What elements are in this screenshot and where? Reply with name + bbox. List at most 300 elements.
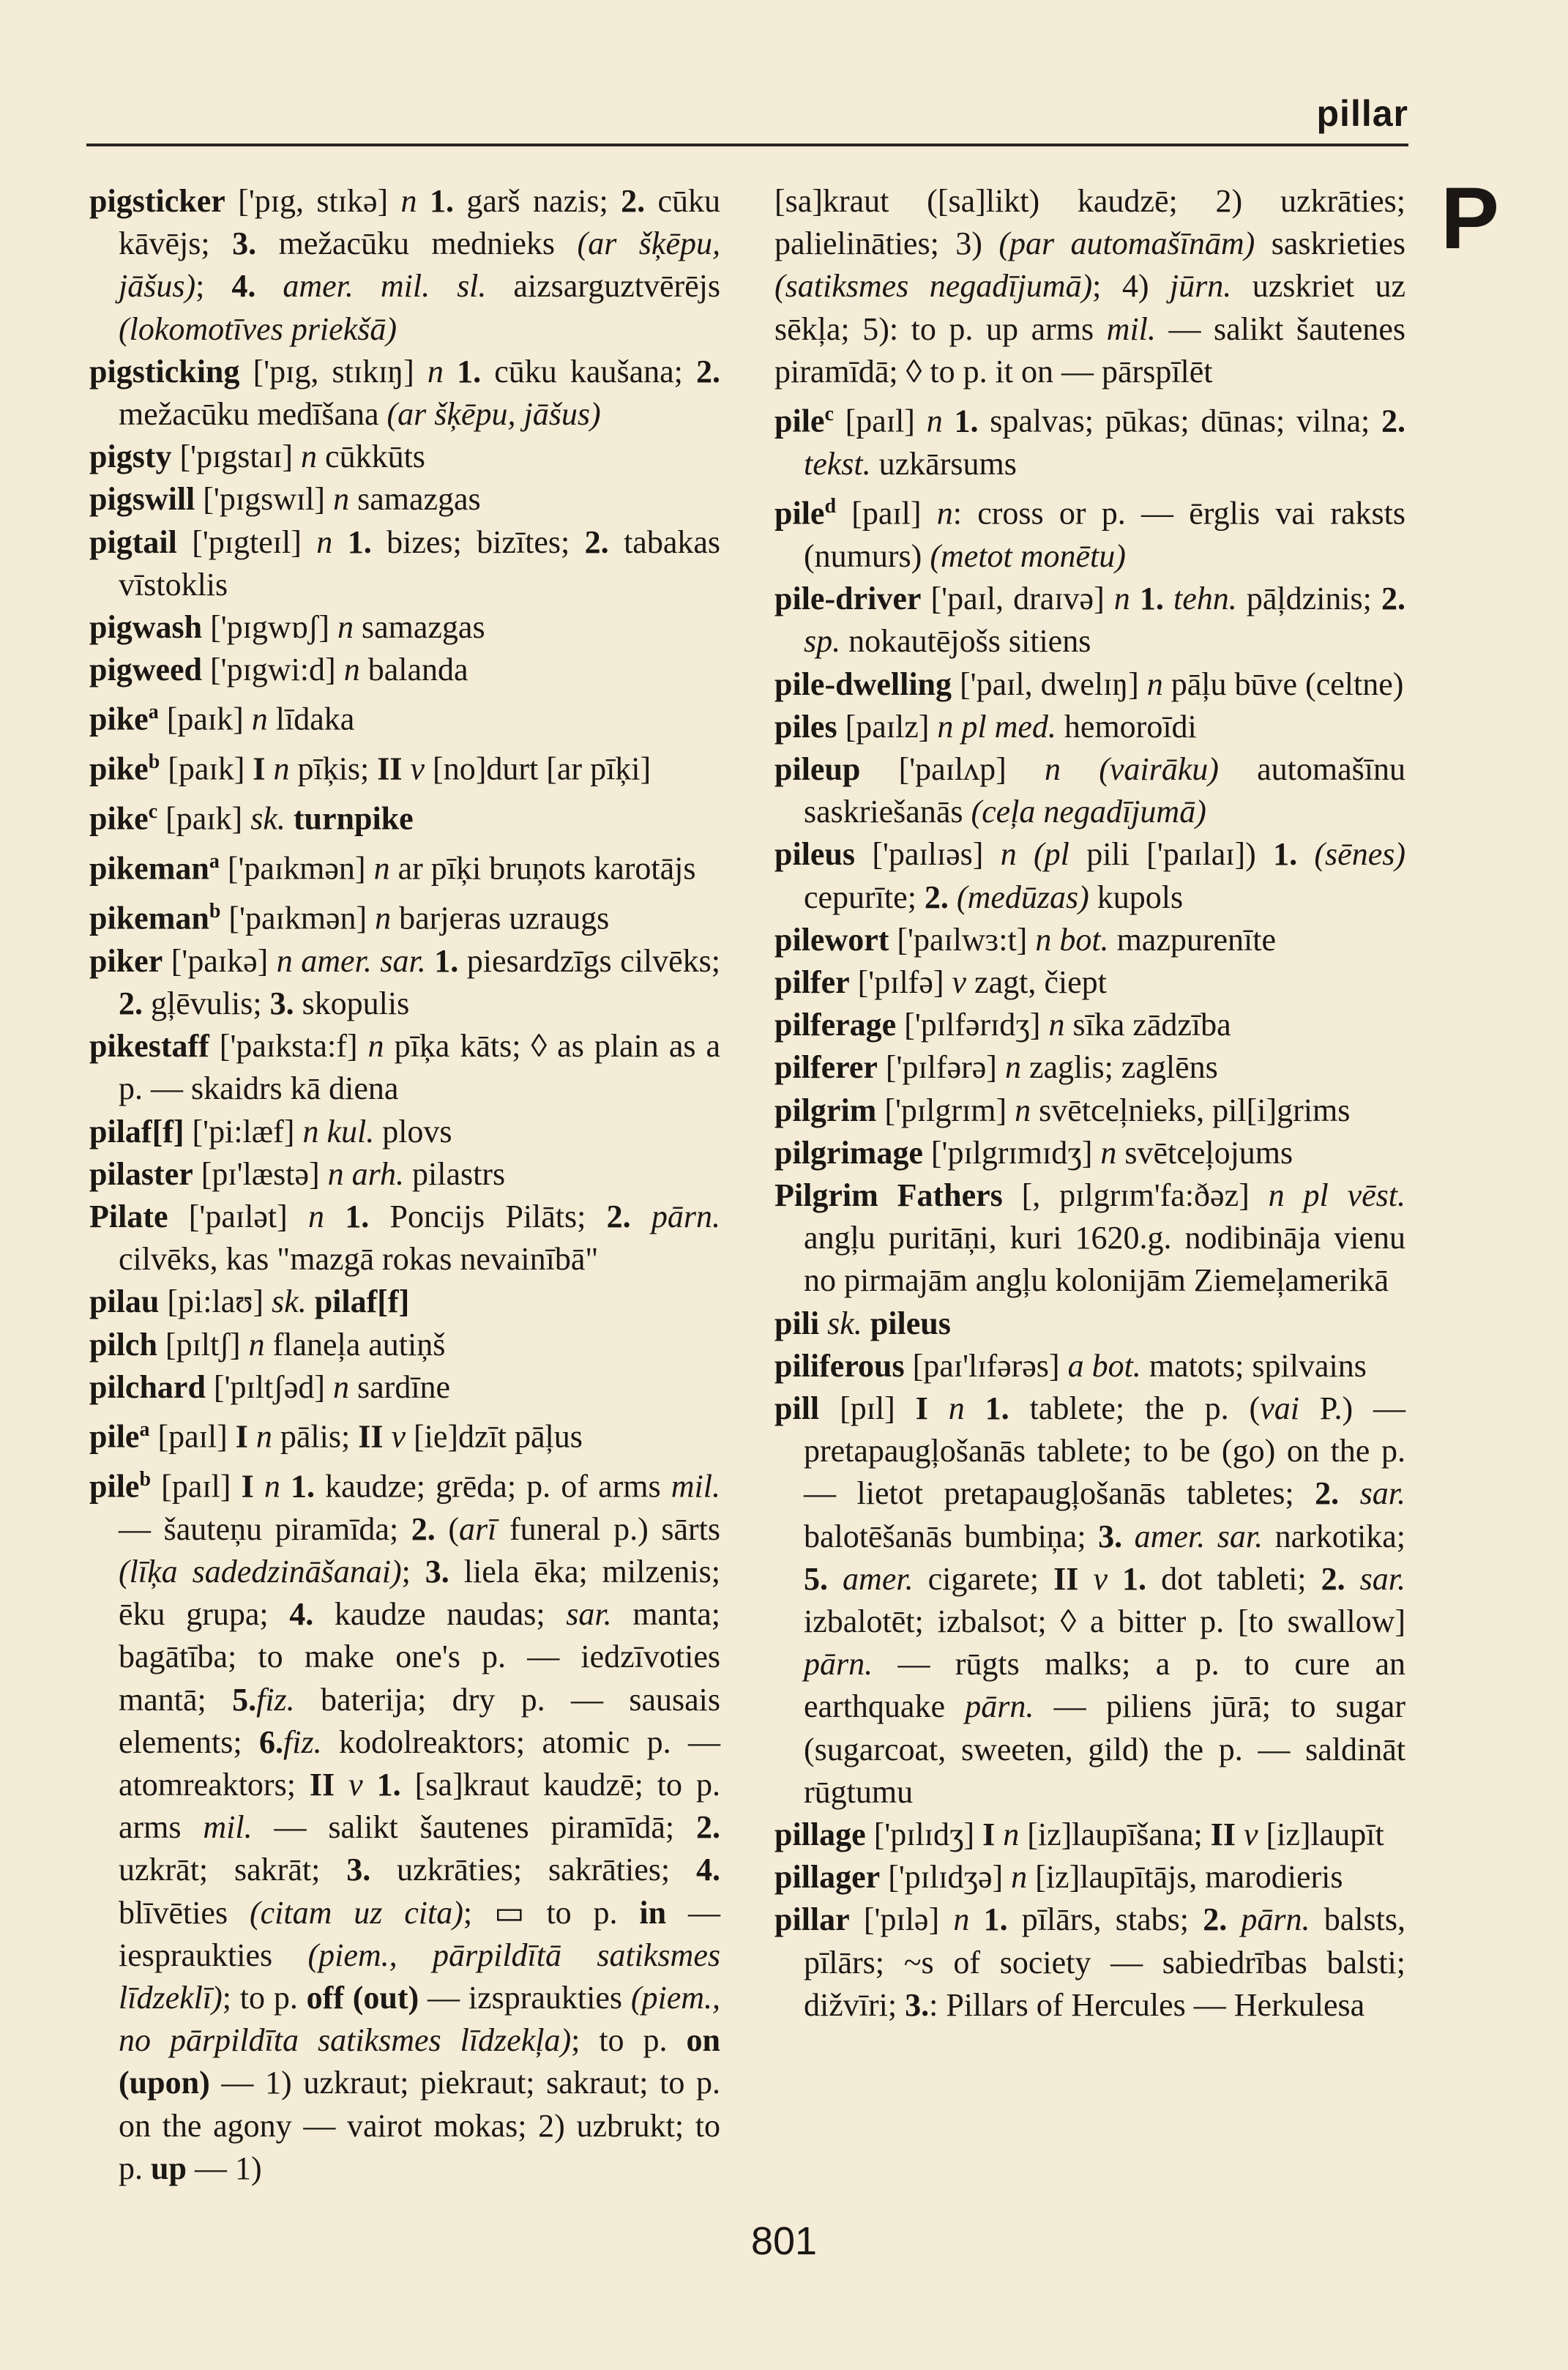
definition-text: ; to p. xyxy=(222,1979,307,2016)
pronunciation: ['paɪlət] xyxy=(188,1198,288,1234)
dictionary-entry xyxy=(774,919,1405,961)
pronunciation: ['pɪgteɪl] xyxy=(192,523,302,560)
left-column xyxy=(89,180,720,2190)
sense-marker: 2. xyxy=(606,1198,631,1234)
right-column xyxy=(774,180,1405,2027)
definition-text: — 1) uzkraut; piekraut; sakraut; to p. on the agony — vairot mokas; 2) uzbrukt; to p. xyxy=(119,2065,720,2186)
definition-text: ; to p. xyxy=(571,2022,687,2059)
homonym-index: b xyxy=(148,750,160,774)
grammar-label: sk. xyxy=(264,1283,315,1320)
headword: pilferage xyxy=(774,1007,897,1043)
grammar-label: jūrn. xyxy=(1169,268,1232,305)
pronunciation: ['pɪlfərɪdʒ] xyxy=(904,1007,1041,1043)
definition-text: manta; bagātība; to make one's p. — iedzīvoties mantā; xyxy=(119,1596,721,1718)
dictionary-entry xyxy=(774,1132,1405,1174)
grammar-label: n xyxy=(996,1049,1029,1086)
definition-text: liela ēka; milzenis; ēku grupa; xyxy=(119,1553,720,1633)
grammar-label: (sēnes) xyxy=(1297,836,1405,873)
definition-text: [sa]kraut ([sa]likt) kaudzē; 2) uzkrāties; palielināties; 3) xyxy=(774,183,1405,262)
dictionary-entry xyxy=(89,1196,720,1281)
definition-text: P.) — pretapaugļošanās tablete; to be (go) on the p. — lietot pretapaugļošanās tabletes; xyxy=(804,1390,1406,1512)
headword: pigswill xyxy=(89,481,195,518)
dictionary-entry xyxy=(774,1004,1405,1046)
grammar-label: n xyxy=(329,609,362,646)
sense-marker: off (out) xyxy=(306,1979,419,2016)
grammar-label: n xyxy=(995,1816,1028,1853)
grammar-label: (piem., no pārpildīta satiksmes līdzekļa) xyxy=(119,1979,721,2059)
sense-marker: 1. xyxy=(983,1901,1008,1938)
definition-text: pīķis; xyxy=(297,750,378,787)
pronunciation: [, pɪlgrɪm'fa:ðəz] xyxy=(1021,1177,1250,1213)
sense-marker: 1. xyxy=(347,523,372,560)
definition-text: pili ['paɪlaɪ]) xyxy=(1086,836,1274,873)
definition-text: skopulis xyxy=(294,985,410,1021)
grammar-label: pārn. xyxy=(804,1646,873,1683)
pronunciation: ['pɪlə] xyxy=(863,1901,940,1938)
grammar-label: a bot. xyxy=(1059,1347,1149,1384)
headword: pileup xyxy=(774,750,861,787)
dictionary-entry xyxy=(89,940,720,1025)
definition-text: uzkārsums xyxy=(870,445,1017,482)
headword: pili xyxy=(774,1305,820,1341)
dictionary-entry xyxy=(774,706,1405,748)
definition-text: [no]durt [ar pīķi] xyxy=(433,750,652,787)
sense-marker: 6. xyxy=(259,1724,283,1760)
grammar-label: v xyxy=(335,1766,377,1803)
headword: pile-driver xyxy=(774,581,922,617)
grammar-label: n kul. xyxy=(294,1113,383,1149)
headword: pile xyxy=(89,1418,140,1455)
grammar-label: (citam uz cita) xyxy=(249,1894,463,1931)
definition-text: gļēvulis; xyxy=(143,985,270,1021)
pronunciation: ['pɪg, stɪkə] xyxy=(238,183,389,219)
grammar-label: n xyxy=(325,1368,358,1405)
grammar-label: amer. sar. xyxy=(1122,1518,1263,1554)
headword: pilch xyxy=(89,1326,157,1363)
pronunciation: ['pɪlgrɪmɪdʒ] xyxy=(930,1134,1093,1171)
grammar-label: n pl med. xyxy=(929,708,1064,745)
pronunciation: [paɪk] xyxy=(166,701,244,738)
sense-marker: 1. xyxy=(376,1766,401,1803)
definition-text: matots; spilvains xyxy=(1149,1347,1367,1384)
headword: pilgrim xyxy=(774,1092,877,1128)
sense-marker: I xyxy=(244,750,266,787)
definition-text: pilastrs xyxy=(412,1155,506,1192)
pronunciation: [pɪltʃ] xyxy=(165,1326,241,1363)
pronunciation: ['paɪkə] xyxy=(171,942,269,979)
grammar-label: arī xyxy=(459,1510,497,1547)
grammar-label: vai xyxy=(1260,1390,1299,1426)
grammar-label: sar. xyxy=(566,1596,612,1633)
headword: pigwash xyxy=(89,609,203,646)
sense-marker: 4. xyxy=(696,1852,720,1888)
definition-text: tablete; the p. ( xyxy=(1009,1390,1261,1426)
grammar-label: n xyxy=(1138,666,1171,702)
pronunciation: [paɪlz] xyxy=(845,708,930,745)
pronunciation: [paɪk] xyxy=(165,800,243,837)
pronunciation: ['paɪlwɜ:t] xyxy=(897,921,1028,958)
grammar-label: n xyxy=(1104,581,1140,617)
grammar-label: (satiksmes negadījumā) xyxy=(774,268,1093,305)
grammar-label: pārn. xyxy=(1227,1901,1310,1938)
sense-marker: 2. xyxy=(1321,1560,1345,1597)
homonym-index: b xyxy=(209,899,221,923)
pronunciation: [paɪk] xyxy=(168,750,245,787)
sense-marker: 3. xyxy=(425,1553,449,1590)
definition-text: zaglis; zaglēns xyxy=(1028,1049,1218,1086)
sense-marker: 2. xyxy=(1381,581,1405,617)
pronunciation: [pɪl] xyxy=(840,1390,895,1426)
dictionary-entry xyxy=(89,1281,720,1323)
headword: pilau xyxy=(89,1283,160,1320)
grammar-label: n (vairāku) xyxy=(1006,750,1258,787)
definition-text: spalvas; pūkas; dūnas; vilna; xyxy=(978,403,1382,439)
dictionary-entry xyxy=(89,1025,720,1110)
pronunciation: ['paɪksta:f] xyxy=(219,1028,358,1065)
grammar-label: v xyxy=(1078,1560,1123,1597)
definition-text: [sa]kraut kaudzē; to p. arms xyxy=(119,1766,720,1846)
grammar-label: (medūzas) xyxy=(948,879,1089,915)
homonym-index: c xyxy=(824,403,834,426)
headword: piliferous xyxy=(774,1347,905,1384)
pronunciation: ['pɪlɪdʒə] xyxy=(888,1859,1004,1896)
headword: pikeman xyxy=(89,900,209,936)
definition-text: cūku kāvējs; xyxy=(119,183,721,262)
dictionary-entry xyxy=(774,578,1405,663)
sense-marker: I xyxy=(895,1390,928,1426)
grammar-label: n xyxy=(240,1326,273,1363)
headword: pilaf[f] xyxy=(89,1113,184,1149)
pronunciation: ['pɪgwɒʃ] xyxy=(210,609,329,646)
grammar-label: tekst. xyxy=(804,445,871,482)
definition-text: uzkrāt; sakrāt; xyxy=(119,1852,347,1888)
definition-text: aizsarguztvērējs xyxy=(486,268,721,305)
grammar-label: mil. xyxy=(671,1468,721,1505)
sense-marker: 5. xyxy=(232,1681,257,1718)
dictionary-entry xyxy=(774,1856,1405,1898)
definition-text: narkotika; xyxy=(1263,1518,1406,1554)
sense-marker: I xyxy=(974,1816,996,1853)
pronunciation: [paɪl] xyxy=(845,403,915,439)
grammar-label: (ar šķēpu, jāšus) xyxy=(119,226,720,305)
headword: pigsticker xyxy=(89,183,225,219)
dictionary-entry xyxy=(774,961,1405,1004)
sense-marker: II xyxy=(1053,1560,1079,1597)
grammar-label: (piem., pārpildītā satiksmes līdzeklī) xyxy=(119,1937,720,2016)
sense-marker: 3. xyxy=(269,985,294,1021)
grammar-label: (par automašīnām) xyxy=(998,226,1255,262)
pronunciation: ['pɪlfə] xyxy=(857,964,944,1000)
definition-text: mežacūku mednieks xyxy=(256,226,578,262)
grammar-label: fiz. xyxy=(256,1681,295,1718)
homonym-index: c xyxy=(148,800,158,824)
definition-text: [iz]laupīt xyxy=(1266,1816,1384,1853)
pronunciation: [pɪ'læstə] xyxy=(201,1155,320,1192)
definition-text: — salikt šautenes piramīdā; ◊ to p. it on — pārspīlēt xyxy=(774,310,1405,390)
definition-text: mežacūku medīšana xyxy=(119,396,387,433)
definition-text: — piliens jūrā; to sugar (sugarcoat, sweeten, gild) the p. — saldināt rūgtumu xyxy=(804,1688,1405,1810)
headword: Pilate xyxy=(89,1198,168,1234)
grammar-label: n xyxy=(301,523,348,560)
sense-marker: 1. xyxy=(345,1198,370,1234)
sense-marker: 3. xyxy=(1098,1518,1123,1554)
definition-text: pīķa kāts; ◊ as plain as a p. — skaidrs kā diena xyxy=(119,1028,721,1107)
headword: pillage xyxy=(774,1816,866,1853)
grammar-label: n xyxy=(1003,1859,1036,1896)
dictionary-entry xyxy=(89,791,720,841)
grammar-label: v xyxy=(402,750,433,787)
definition-text: baterija; dry p. — sausais elements; xyxy=(119,1681,720,1760)
headword: pike xyxy=(89,750,149,787)
definition-text: nokautējošs sitiens xyxy=(840,623,1091,660)
sense-marker: I xyxy=(231,1468,254,1505)
grammar-label: v xyxy=(383,1418,414,1455)
pronunciation: ['paɪlɪəs] xyxy=(872,836,984,873)
dictionary-entry xyxy=(774,833,1405,918)
definition-text: cilvēks, kas "mazgā rokas nevainībā" xyxy=(119,1241,599,1278)
dictionary-entry xyxy=(774,1174,1405,1303)
definition-text: kupols xyxy=(1089,879,1184,915)
dictionary-entry xyxy=(774,1345,1405,1387)
grammar-label: v xyxy=(1235,1816,1266,1853)
sense-marker: 4. xyxy=(289,1596,314,1633)
sense-marker: in xyxy=(639,1894,667,1931)
definition-text: cigarete; xyxy=(913,1560,1054,1597)
grammar-label: n xyxy=(335,652,368,688)
definition-text: angļu puritāņi, kuri 1620.g. nodibināja vienu no pirmajām angļu kolonijām Ziemeļamerikā xyxy=(804,1220,1405,1299)
pronunciation: ['pɪlgrɪm] xyxy=(884,1092,1007,1128)
definition-text: uzkrāties; sakrāties; xyxy=(370,1852,696,1888)
definition-text: kodolreaktors; atomic p. — atomreaktors; xyxy=(119,1724,720,1803)
grammar-label: n xyxy=(914,403,955,439)
definition-text: balanda xyxy=(367,652,468,688)
grammar-label: (ar šķēpu, jāšus) xyxy=(387,396,601,433)
grammar-label: mil. xyxy=(1106,310,1156,347)
definition-text: izbalotēt; izbalsot; ◊ a bitter p. [to swallow] xyxy=(804,1603,1405,1640)
dictionary-entry xyxy=(774,1387,1405,1814)
grammar-label: n amer. sar. xyxy=(268,942,435,979)
grammar-label: amer. mil. sl. xyxy=(255,268,487,305)
definition-text: : Pillars of Hercules — Herkulesa xyxy=(929,1986,1365,2023)
definition-text: pīlārs, stabs; xyxy=(1007,1901,1203,1938)
grammar-label: n pl vēst. xyxy=(1249,1177,1406,1213)
headword: pilaster xyxy=(89,1155,193,1192)
dictionary-entry xyxy=(89,1111,720,1153)
sense-marker: 1. xyxy=(291,1468,316,1505)
headword: pikeman xyxy=(89,850,209,887)
pronunciation: [paɪl] xyxy=(851,495,922,532)
definition-text: ; xyxy=(195,268,232,305)
definition-text: — iespraukties xyxy=(119,1894,720,1973)
sense-marker: 1. xyxy=(985,1390,1009,1426)
headword: piker xyxy=(89,942,163,979)
homonym-index: a xyxy=(148,701,159,724)
pronunciation: ['paɪl, draɪvə] xyxy=(930,581,1105,617)
definition-text: cūkkūts xyxy=(325,439,425,475)
page-header xyxy=(86,86,1408,146)
sense-marker: 1. xyxy=(434,942,459,979)
definition-text: pālis; xyxy=(280,1418,359,1455)
sense-marker: 5. xyxy=(804,1560,828,1597)
definition-text: ( xyxy=(435,1510,459,1547)
grammar-label: fiz. xyxy=(283,1724,322,1760)
headword: pigsticking xyxy=(89,353,240,390)
grammar-label: n xyxy=(939,1901,984,1938)
dictionary-entry xyxy=(774,180,1405,393)
pronunciation: ['paɪkmən] xyxy=(227,850,366,887)
dictionary-entry xyxy=(89,1366,720,1409)
grammar-label: n xyxy=(357,1028,395,1065)
definition-text: pāļu būve (celtne) xyxy=(1171,666,1404,702)
grammar-label: (metot monētu) xyxy=(930,537,1126,574)
definition-text: [ie]dzīt pāļus xyxy=(413,1418,583,1455)
definition-text: barjeras uzraugs xyxy=(399,900,610,936)
homonym-index: a xyxy=(139,1417,150,1441)
dictionary-entry xyxy=(774,485,1405,578)
headword: pilewort xyxy=(774,921,889,958)
dictionary-entry xyxy=(774,748,1405,833)
dictionary-entry xyxy=(89,351,720,436)
definition-text: plovs xyxy=(382,1113,452,1149)
headword: pilfer xyxy=(774,964,850,1000)
sense-marker: 2. xyxy=(696,1809,720,1846)
grammar-label: v xyxy=(944,964,975,1000)
pronunciation: [pi:laʊ] xyxy=(167,1283,264,1320)
headword: pilgrimage xyxy=(774,1134,923,1171)
grammar-label: n xyxy=(247,1418,280,1455)
sense-marker: 2. xyxy=(584,523,609,560)
headword: pilchard xyxy=(89,1368,206,1405)
pronunciation: ['pɪlfərə] xyxy=(885,1049,997,1086)
definition-text: pāļdzinis; xyxy=(1236,581,1381,617)
pronunciation: ['pi:læf] xyxy=(192,1113,295,1149)
grammar-label: n xyxy=(293,439,326,475)
sense-marker: 1. xyxy=(457,353,482,390)
headword: pigsty xyxy=(89,439,172,475)
sense-marker: 1. xyxy=(429,183,454,219)
grammar-label: pārn. xyxy=(630,1198,721,1234)
definition-text: bizes; bizītes; xyxy=(371,523,585,560)
sense-marker: 1. xyxy=(1122,1560,1147,1597)
grammar-label: n xyxy=(388,183,430,219)
sense-marker: pilaf[f] xyxy=(314,1283,410,1320)
pronunciation: [paɪl] xyxy=(157,1418,228,1455)
grammar-label: (ceļa negadījumā) xyxy=(971,794,1206,830)
definition-text: kaudze; grēda; p. of arms xyxy=(315,1468,671,1505)
dictionary-entry xyxy=(89,1324,720,1366)
dictionary-entry xyxy=(89,521,720,606)
headword: pigweed xyxy=(89,652,202,688)
section-letter: P xyxy=(1441,169,1500,267)
definition-text: saskrieties xyxy=(1255,226,1405,262)
grammar-label: sar. xyxy=(1339,1475,1405,1512)
grammar-label: (lokomotīves priekšā) xyxy=(119,310,397,347)
definition-text: tabakas vīstoklis xyxy=(119,523,721,603)
grammar-label: n xyxy=(367,900,400,936)
sense-marker: 2. xyxy=(1381,403,1406,439)
definition-text: piesardzīgs cilvēks; xyxy=(458,942,721,979)
grammar-label: n bot. xyxy=(1027,921,1117,958)
pronunciation: ['pɪgstaɪ] xyxy=(179,439,294,475)
definition-text: — 1) xyxy=(186,2150,262,2186)
definition-text: — izspraukties xyxy=(419,1979,631,2016)
grammar-label: amer. xyxy=(828,1560,914,1597)
definition-text: — šauteņu piramīda; xyxy=(119,1510,411,1547)
dictionary-entry xyxy=(89,478,720,521)
sense-marker: II xyxy=(1210,1816,1236,1853)
dictionary-entry xyxy=(774,663,1405,706)
definition-text: hemoroīdi xyxy=(1064,708,1197,745)
headword: pill xyxy=(774,1390,820,1426)
definition-text: garš nazis; xyxy=(453,183,621,219)
dictionary-entry xyxy=(774,1046,1405,1089)
definition-text: ; 4) xyxy=(1092,268,1170,305)
headword: pile-dwelling xyxy=(774,666,952,702)
definition-text: dot tableti; xyxy=(1146,1560,1321,1597)
grammar-label: n xyxy=(1007,1092,1039,1128)
definition-text: [iz]laupīšana; xyxy=(1027,1816,1211,1853)
grammar-label: n xyxy=(365,850,398,887)
pronunciation: [paɪl] xyxy=(161,1468,231,1505)
definition-text: blīvēties xyxy=(119,1894,250,1931)
sense-marker: I xyxy=(227,1418,248,1455)
pronunciation: ['pɪg, stɪkɪŋ] xyxy=(253,353,414,390)
grammar-label: n xyxy=(921,495,953,532)
grammar-label: n xyxy=(265,750,298,787)
dictionary-entry xyxy=(89,890,720,940)
dictionary-entry xyxy=(89,649,720,691)
sense-marker: 2. xyxy=(924,879,949,915)
sense-marker: 3. xyxy=(346,1852,371,1888)
headword: pillager xyxy=(774,1859,881,1896)
definition-text: sīka zādzība xyxy=(1072,1007,1231,1043)
sense-marker: II xyxy=(358,1418,384,1455)
homonym-index: b xyxy=(139,1467,152,1491)
grammar-label: mil. xyxy=(203,1809,253,1846)
grammar-label: n xyxy=(287,1198,346,1234)
definition-text: funeral p.) sārts xyxy=(496,1510,720,1547)
headword: pike xyxy=(89,800,149,837)
dictionary-entry xyxy=(89,841,720,890)
pronunciation: ['pɪgwi:d] xyxy=(210,652,336,688)
headword: pillar xyxy=(774,1901,850,1938)
headword: pile xyxy=(774,403,825,439)
grammar-label: n arh. xyxy=(319,1155,412,1192)
definition-text: — salikt šautenes piramīdā; xyxy=(252,1809,696,1846)
dictionary-entry xyxy=(89,1409,720,1458)
definition-text: Poncijs Pilāts; xyxy=(369,1198,607,1234)
headword: pigtail xyxy=(89,523,177,560)
pronunciation: ['paɪl, dwelɪŋ] xyxy=(960,666,1139,702)
dictionary-entry xyxy=(774,1089,1405,1132)
dictionary-entry xyxy=(774,393,1405,485)
definition-text: zagt, čiept xyxy=(974,964,1107,1000)
headword: pile xyxy=(774,495,825,532)
pronunciation: ['pɪgswɪl] xyxy=(203,481,326,518)
grammar-label: n (pl xyxy=(983,836,1087,873)
definition-text: cūku kaušana; xyxy=(481,353,697,390)
sense-marker: 2. xyxy=(1203,1901,1228,1938)
grammar-label: sk. xyxy=(819,1305,870,1341)
grammar-label: n xyxy=(1092,1134,1125,1171)
definition-text: : cross or p. — ērglis vai raksts (numurs) xyxy=(804,495,1406,574)
dictionary-entry xyxy=(89,606,720,649)
grammar-label: n xyxy=(927,1390,985,1426)
definition-text: kaudze naudas; xyxy=(313,1596,567,1633)
sense-marker: 1. xyxy=(1139,581,1164,617)
guide-word: pillar xyxy=(1316,93,1408,134)
headword: pilferer xyxy=(774,1049,878,1086)
